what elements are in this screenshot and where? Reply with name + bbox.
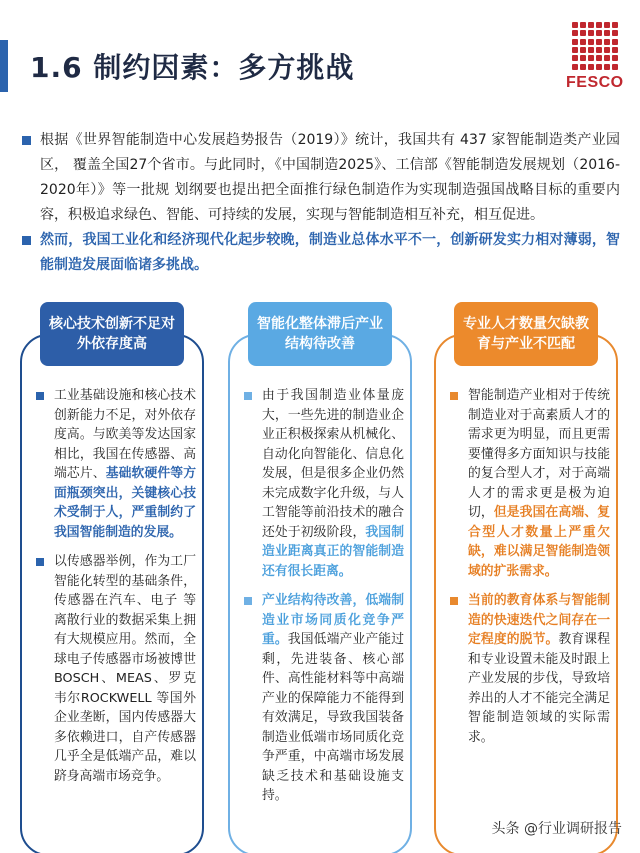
column-heading: 专业人才数量欠缺教育与产业不匹配 [454, 302, 598, 366]
list-item [448, 386, 610, 581]
column-heading: 核心技术创新不足对外依存度高 [40, 302, 184, 366]
intro-text: 根据《世界智能制造中心发展趋势报告（2019）》统计，我国共有 437 家智能制造类产业园区， 覆盖全国27个省市。与此同时，《中国制造2025》、工信部《智能制造发展规划（2016-2020年）》等一批规 划纲要也提出把全面推行绿色制造作为实现制造强国战略目标的重要内容，积极追求绿色、智能、可持续的发展，实现与智能制造相互补充，相互促进。 [40, 132, 620, 223]
bullet-square-icon [22, 136, 31, 145]
bullet-square-icon [450, 597, 458, 605]
item-text: 以传感器举例，作为工厂智能化转型的基础条件，传感器在汽车、电子 等离散行业的数据采集上拥有大规模应用。然而，全球电子传感器市场被博世 BOSCH、MEAS、罗克韦尔ROCKWELL 等国外企业垄断，国内传感器大多依赖进口，自产传感器几乎全是低端产品，难以跻身高端市场竞争。 [54, 554, 196, 784]
source-watermark: 头条 @行业调研报告 [491, 821, 622, 837]
item-highlight: 当前的教育体系与智能制造的快速迭代之间存在一定程度的脱节。 [468, 593, 610, 647]
logo-text: FESCO [566, 74, 624, 91]
title-accent-bar [0, 40, 8, 92]
column-heading: 智能化整体滞后产业结构待改善 [248, 302, 392, 366]
fesco-logo [560, 18, 630, 98]
item-text: 由于我国制造业体量庞大，一些先进的制造业企业正积极探索从机械化、自动化向智能化、信息化发展，但是很多企业仍然未完成数字化升级，与人工智能等前沿技术的融合还处于初级阶段， [262, 388, 404, 540]
list-item [242, 591, 404, 806]
list-item [34, 552, 196, 786]
page-title: 1.6 制约因素：多方挑战 [30, 51, 355, 84]
column-body [448, 386, 610, 757]
list-item [242, 386, 404, 581]
logo-dot-grid [572, 22, 620, 70]
list-item [448, 591, 610, 747]
bullet-square-icon [450, 392, 458, 400]
bullet-square-icon [36, 558, 44, 566]
item-highlight: 基础软硬件等方面瓶颈突出，关键核心技术受制于人，严重制约了我国智能制造的发展。 [54, 466, 197, 540]
bullet-square-icon [22, 236, 31, 245]
item-highlight: 但是我国在高端、复合型人才数量上严重欠缺，难以满足智能制造领域的扩张需求。 [468, 505, 611, 579]
item-text: 智能制造产业相对于传统制造业对于高素质人才的需求更为明显，而且更需要懂得多方面知识与技能的复合型人才，对于高端人才的需求更是极为迫切， [468, 388, 610, 520]
bullet-square-icon [244, 597, 252, 605]
item-text: 我国低端产业产能过剩，先进装备、核心部件、高性能材料等中高端产业的保障能力不能得到有效满足，导致我国装备制造业低端市场同质化竞争严重，中高端市场发展缺乏技术和基础设施支持。 [262, 632, 405, 803]
intro-lead: 然而， [40, 232, 83, 248]
intro-paragraph-2 [20, 228, 620, 278]
column-body [34, 386, 196, 796]
item-highlight: 产业结构待改善，低端制造业市场同质化竞争严重。 [262, 593, 404, 647]
intro-paragraph-1 [20, 128, 620, 228]
list-item [34, 386, 196, 542]
column-body [242, 386, 404, 816]
intro-section [20, 128, 620, 278]
bullet-square-icon [244, 392, 252, 400]
item-text: 工业基础设施和核心技术创新能力不足，对外依存度高。与欧美等发达国家相比，我国在传感器、高端芯片、 [54, 388, 196, 481]
intro-highlight: 我国工业化和经济现代化起步较晚，制造业总体水平不一，创新研发实力相对薄弱，智能制造发展面临诸多挑战。 [40, 232, 621, 273]
bullet-square-icon [36, 392, 44, 400]
item-highlight: 我国制造业距离真正的智能制造还有很长距离。 [262, 524, 405, 579]
item-text: 教育课程和专业设置未能及时跟上产业发展的步伐，导致培养出的人才不能完全满足智能制造领域的实际需求。 [468, 632, 611, 745]
